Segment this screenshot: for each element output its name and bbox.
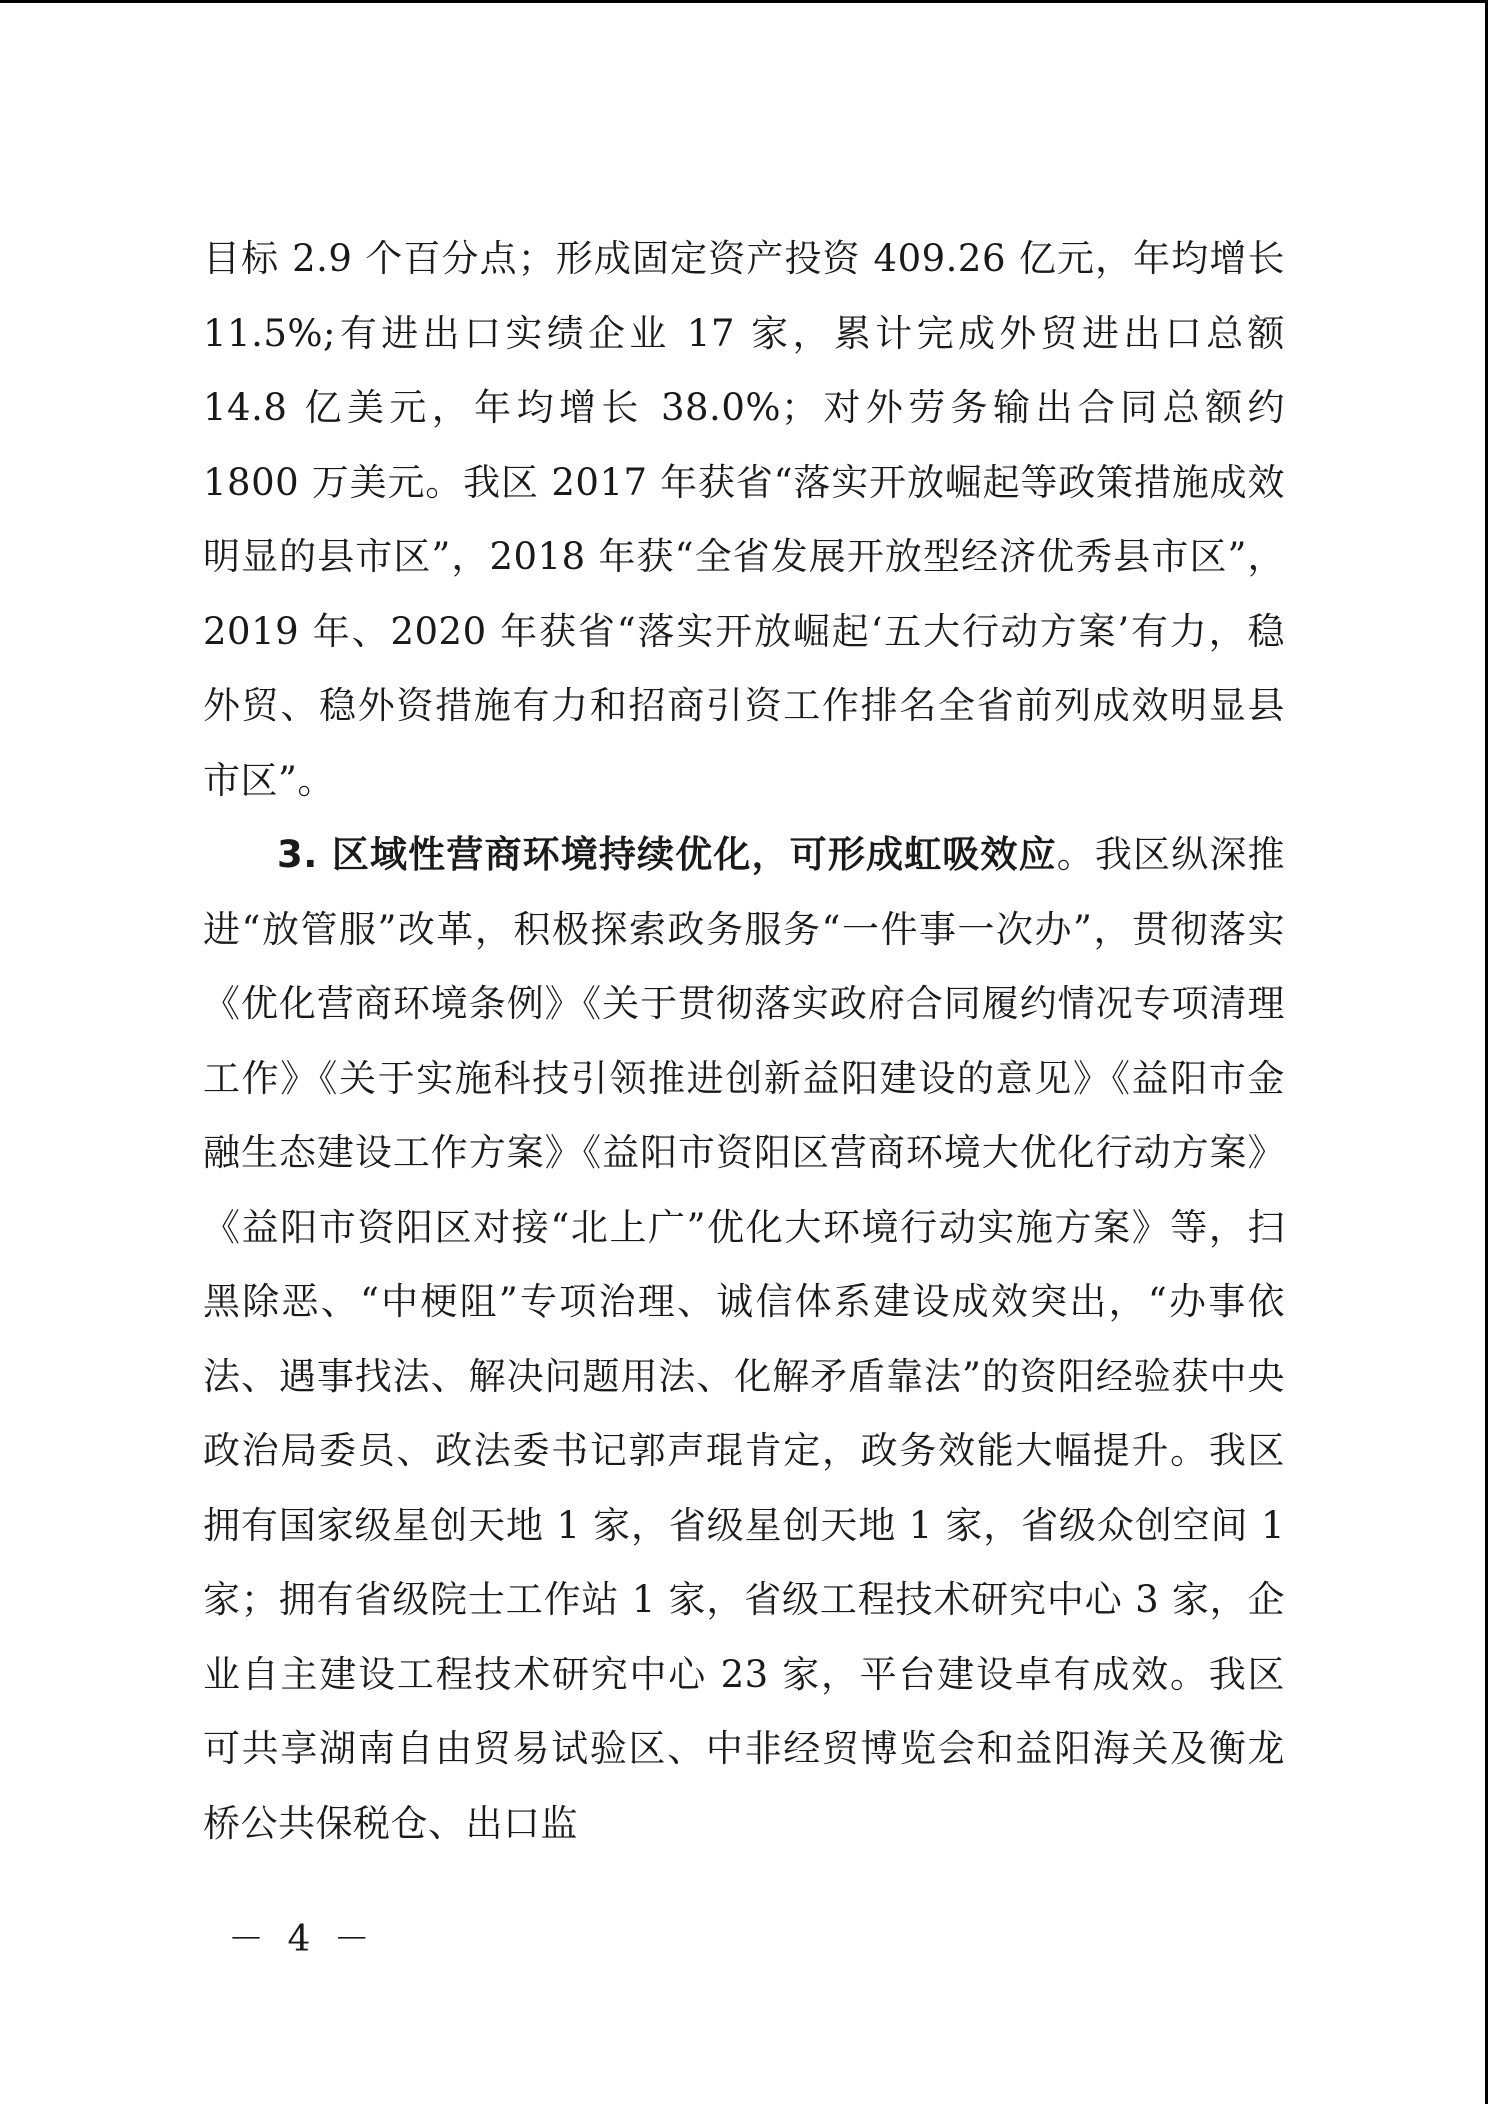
section-heading: 3. 区域性营商环境持续优化，可形成虹吸效应: [277, 833, 1057, 876]
paragraph-2-body: 。我区纵深推进“放管服”改革，积极探索政务服务“一件事一次办”，贯彻落实《优化营商环境条例》《关于贯彻落实政府合同履约情况专项清理工作》《关于实施科技引领推进创新益阳建设的意见》《益阳市金融生态建设工作方案》《益阳市资阳区营商环境大优化行动方案》《益阳市资阳区对接“北上广”优化大环境行动实施方案》等，扫黑除恶、“中梗阻”专项治理、诚信体系建设成效突出，“办事依法、遇事找法、解决问题用法、化解矛盾靠法”的资阳经验获中央政治局委员、政法委书记郭声琨肯定，政务效能大幅提升。我区拥有国家级星创天地 1 家，省级星创天地 1 家，省级众创空间 1 家；拥有省级院士工作站 1 家，省级工程技术研究中心 3 家，企业自主建设工程技术研究中心 23 家，平台建设卓有成效。我区可共享湖南自由贸易试验区、中非经贸博览会和益阳海关及衡龙桥公共保税仓、出口监: [203, 833, 1285, 1845]
paragraph-1: 目标 2.9 个百分点；形成固定资产投资 409.26 亿元，年均增长 11.5%;有进出口实绩企业 17 家，累计完成外贸进出口总额 14.8 亿美元，年均增长 38.0%；对外劳务输出合同总额约 1800 万美元。我区 2017 年获省“落实开放崛起等政策措施成效明显的县市区”，2018 年获“全省发展开放型经济优秀县市区”，2019 年、2020 年获省“落实开放崛起‘五大行动方案’有力，稳外贸、稳外资措施有力和招商引资工作排名全省前列成效明显县市区”。: [203, 237, 1285, 802]
paragraph-2: [203, 818, 1285, 1861]
document-body: [203, 222, 1285, 1861]
page-number: － 4 －: [228, 1919, 376, 1960]
page-top-border: [0, 0, 1488, 3]
